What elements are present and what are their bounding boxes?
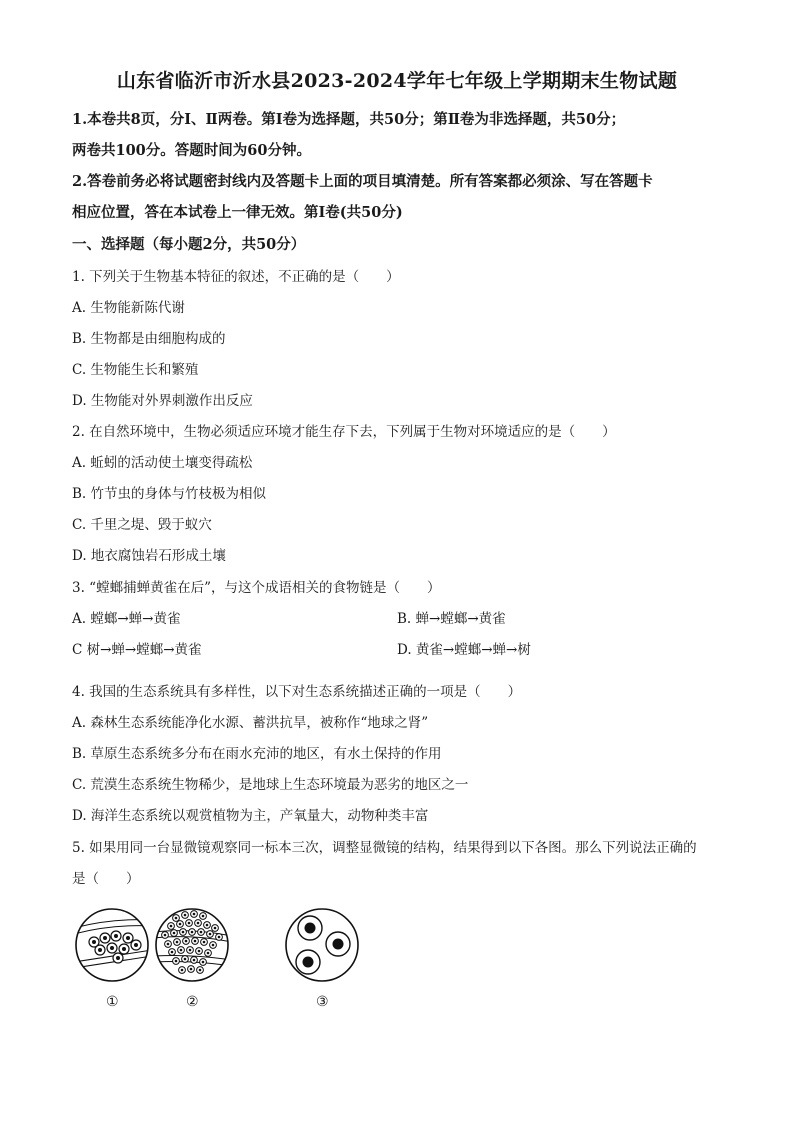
- figure-label-2: ②: [186, 994, 199, 1010]
- question-2-stem: 2. 在自然环境中，生物必须适应环境才能生存下去，下列属于生物对环境适应的是（ ）: [72, 424, 616, 440]
- question-1-option-a: A. 生物能新陈代谢: [72, 300, 185, 316]
- question-4-stem: 4. 我国的生态系统具有多样性，以下对生态系统描述正确的一项是（ ）: [72, 684, 522, 700]
- question-1-stem: 1. 下列关于生物基本特征的叙述，不正确的是（ ）: [72, 269, 400, 285]
- figure-label-1: ①: [106, 994, 119, 1010]
- page-title: 山东省临沂市沂水县2023-2024学年七年级上学期期末生物试题: [116, 70, 678, 92]
- question-2-option-d: D. 地衣腐蚀岩石形成土壤: [72, 548, 226, 564]
- instruction-line-4: 相应位置，答在本试卷上一律无效。第Ⅰ卷(共50分): [72, 204, 403, 221]
- figure-label-3: ③: [316, 994, 329, 1010]
- question-3-option-b: B. 蝉→螳螂→黄雀: [397, 611, 506, 627]
- question-4-option-b: B. 草原生态系统多分布在雨水充沛的地区，有水土保持的作用: [72, 746, 442, 762]
- section-heading: 一、选择题（每小题2分，共50分）: [72, 236, 306, 253]
- question-3-option-c: C 树→蝉→螳螂→黄雀: [72, 642, 202, 658]
- question-2-option-c: C. 千里之堤、毁于蚁穴: [72, 517, 212, 533]
- question-4-option-c: C. 荒漠生态系统生物稀少，是地球上生态环境最为恶劣的地区之一: [72, 777, 469, 793]
- microscope-views-svg: [72, 900, 372, 995]
- microscope-figure: [72, 900, 372, 1015]
- microscope-view-1: [74, 909, 152, 981]
- question-2-option-a: A. 蚯蚓的活动使土壤变得疏松: [72, 455, 253, 471]
- question-5-stem-line-2: 是（ ）: [72, 871, 140, 887]
- question-4-option-a: A. 森林生态系统能净化水源、蓄洪抗旱，被称作“地球之肾”: [72, 715, 429, 731]
- question-3-stem: 3. “螳螂捕蝉黄雀在后”，与这个成语相关的食物链是（ ）: [72, 580, 441, 596]
- question-1-option-b: B. 生物都是由细胞构成的: [72, 331, 226, 347]
- question-4-option-d: D. 海洋生态系统以观赏植物为主，产氧量大，动物种类丰富: [72, 808, 429, 824]
- microscope-view-3: [286, 909, 358, 981]
- microscope-view-2: [154, 909, 232, 981]
- question-1-option-c: C. 生物能生长和繁殖: [72, 362, 199, 378]
- instruction-line-2: 两卷共100分。答题时间为60分钟。: [72, 142, 311, 159]
- question-3-option-d: D. 黄雀→螳螂→蝉→树: [397, 642, 531, 658]
- question-2-option-b: B. 竹节虫的身体与竹枝极为相似: [72, 486, 267, 502]
- question-3-option-a: A. 螳螂→蝉→黄雀: [72, 611, 181, 627]
- question-5-stem-line-1: 5. 如果用同一台显微镜观察同一标本三次，调整显微镜的结构，结果得到以下各图。那么下列说法正确的: [72, 840, 697, 856]
- instruction-line-1: 1.本卷共8页，分Ⅰ、Ⅱ两卷。第Ⅰ卷为选择题，共50分；第Ⅱ卷为非选择题，共50分；: [72, 111, 626, 128]
- question-1-option-d: D. 生物能对外界刺激作出反应: [72, 393, 253, 409]
- instruction-line-3: 2.答卷前务必将试题密封线内及答题卡上面的项目填清楚。所有答案都必须涂、写在答题卡: [72, 173, 653, 190]
